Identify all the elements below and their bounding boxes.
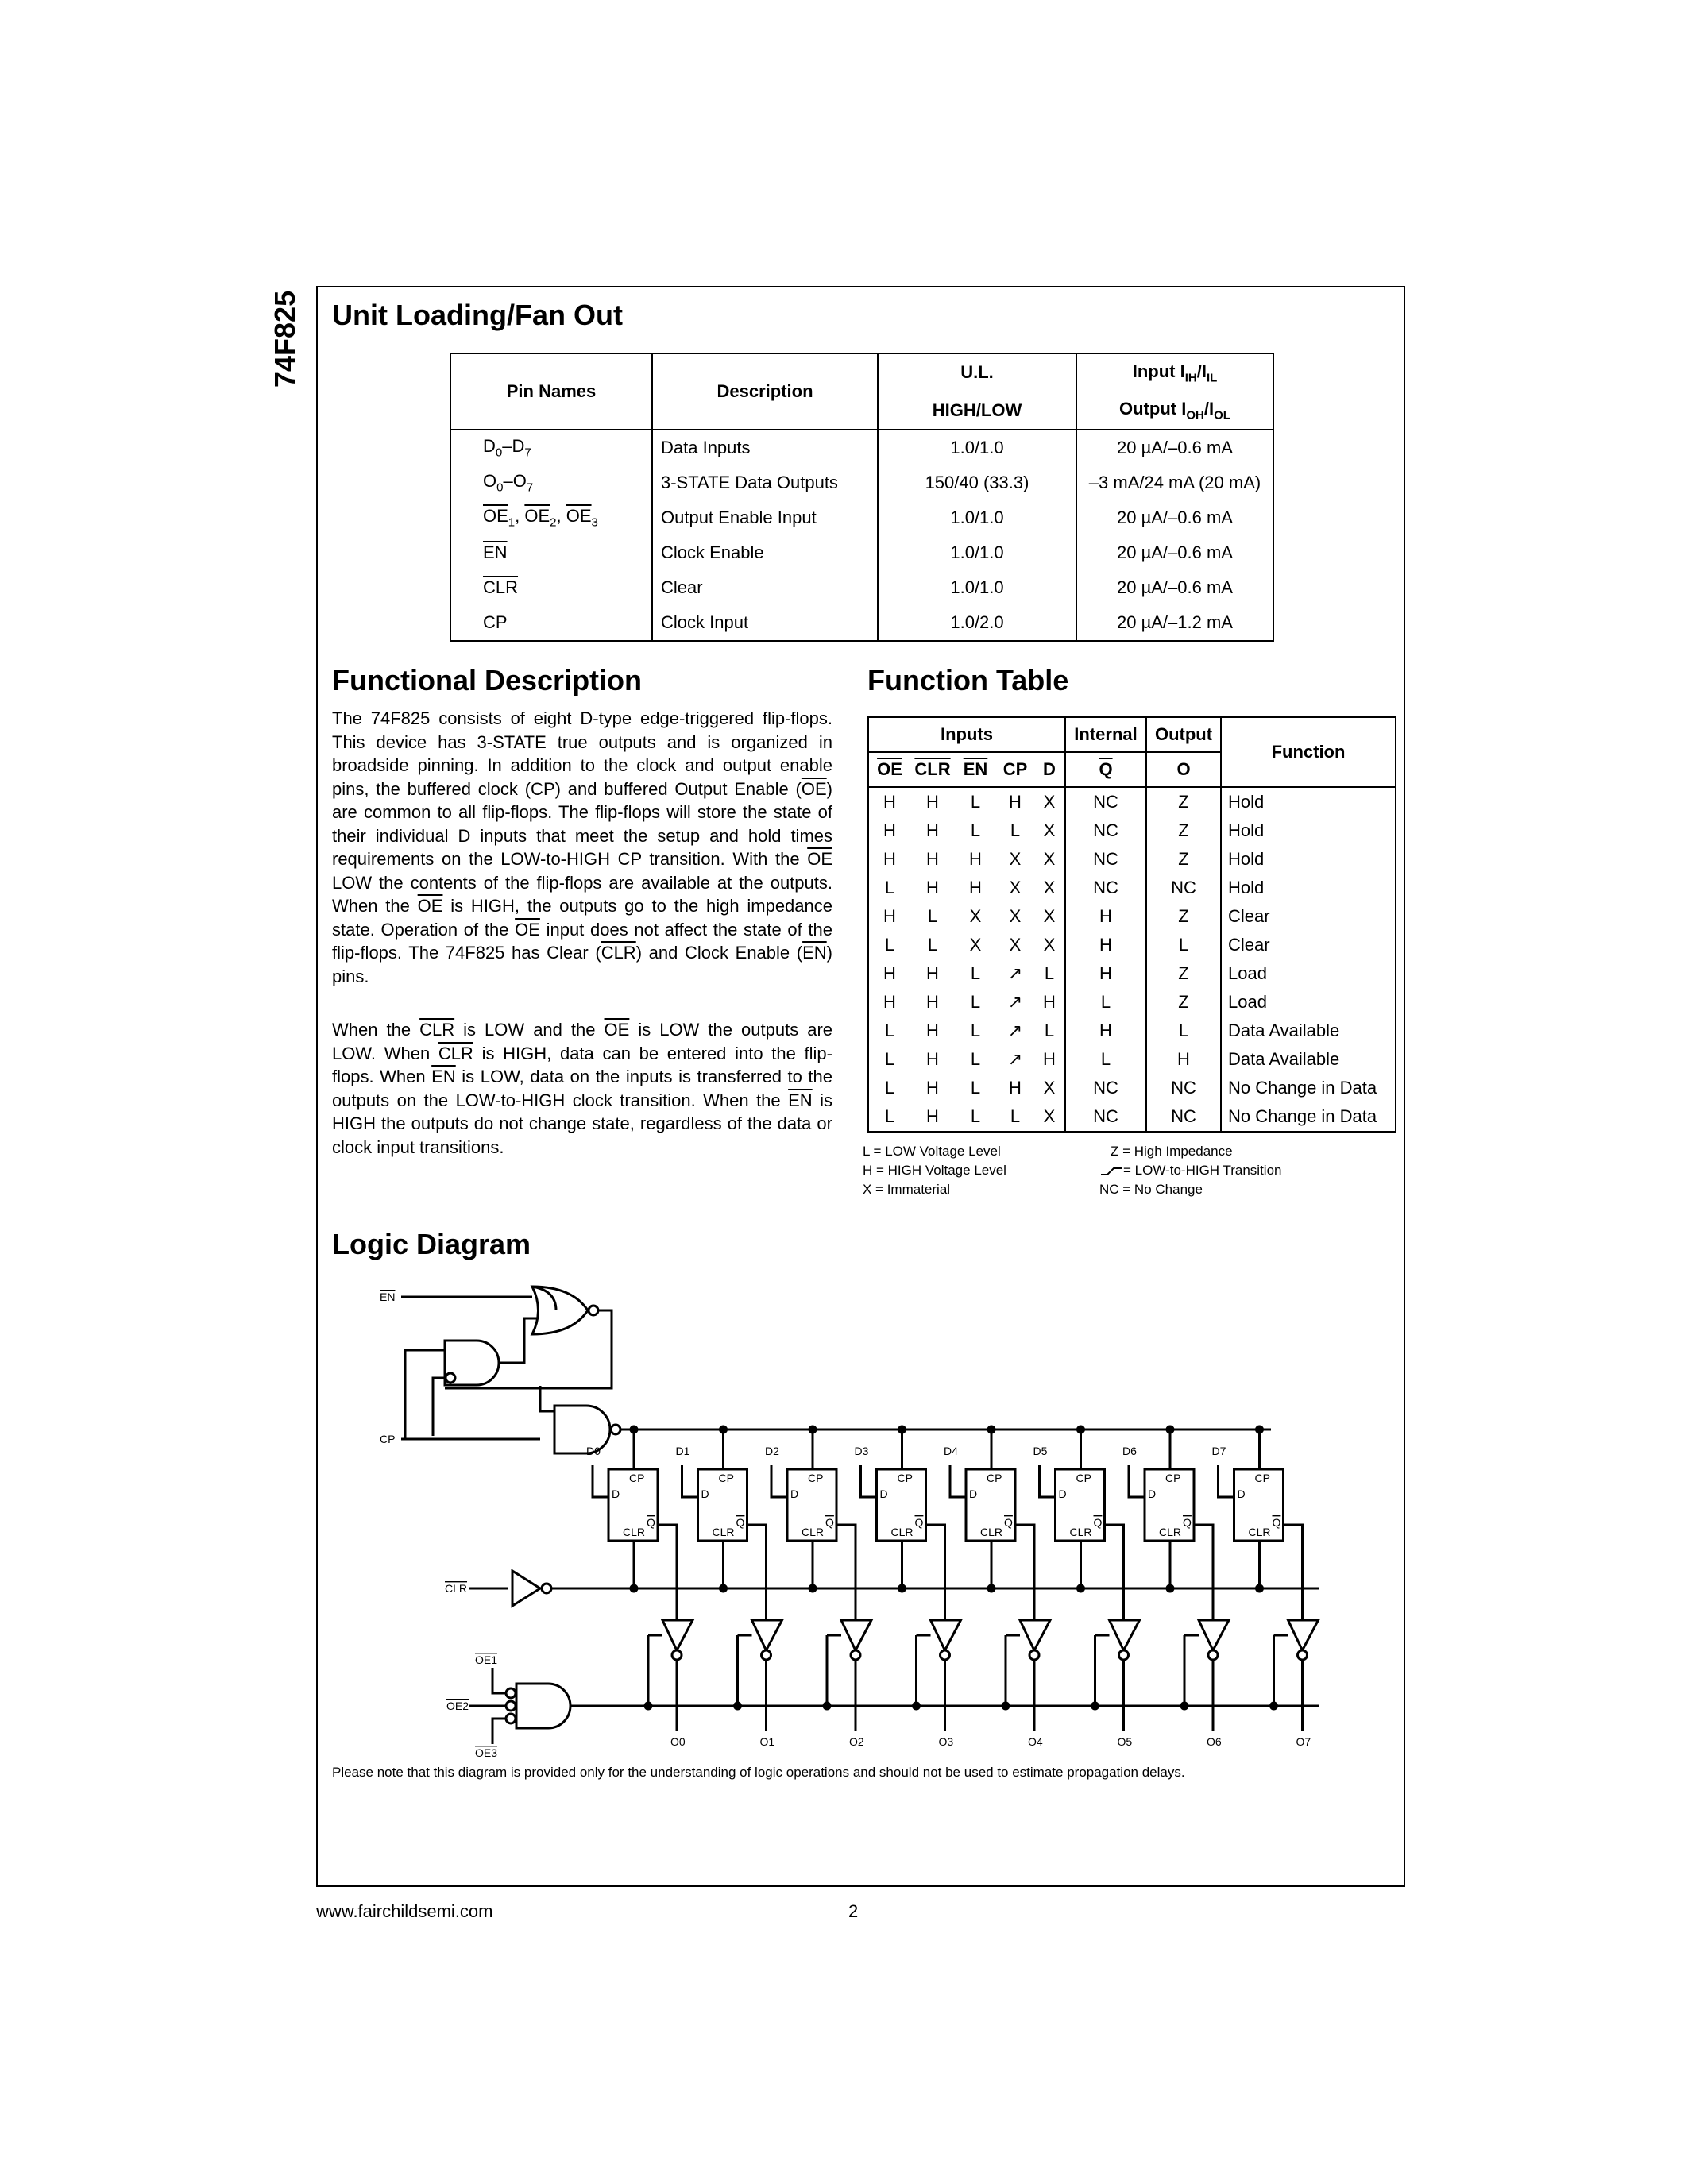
d-input-label: D6: [1122, 1445, 1137, 1457]
function-table-title: Function Table: [867, 664, 1069, 696]
ff-clr-label: CLR: [1159, 1526, 1182, 1538]
group-internal: Internal: [1065, 717, 1146, 752]
ff-q-label: Q: [1093, 1516, 1103, 1529]
table-row: L H H X X NC NC Hold: [868, 874, 1396, 902]
table-row: L H L L X NC NC No Change in Data: [868, 1102, 1396, 1132]
table-row: $D_0-D_7$ Data Inputs 1.0/1.0 20 µA/–0.6 mA: [450, 430, 1273, 465]
ff-cp-label: CP: [718, 1472, 734, 1484]
footer-page-number: 2: [848, 1901, 859, 1921]
col-function: Function: [1221, 717, 1396, 787]
functional-description-title: Functional Description: [332, 664, 643, 696]
output-buffer-7: [1288, 1620, 1319, 1650]
d-input-label: D1: [675, 1445, 690, 1457]
table-row: $\overline{OE}_1$, $\overline{OE}_2$, $\overline{OE}_3$ Output Enable Input 1.0/1.0 20 µA/–0.6 mA: [450, 500, 1273, 535]
col-input-output-current: Input $I_{IH}/I_{IL}$ Output $I_{OH}/I_{OL}$: [1076, 353, 1273, 430]
ff-d-label: D: [1058, 1488, 1067, 1500]
function-table: Inputs Internal Output Function $\overline{OE}$ $\overline{CLR}$ $\overline{EN}$ CP D $\overline{Q}$ O H H L H X NC Z Hold H H L L X NC Z Hold H H H X X NC Z Hold L H H X X NC NC Hold H L X X X H Z Clear L L X X X H L Clear H H L ↗ L H Z Load H H L ↗ H L Z Load L H L ↗ L H L Data Available L H L ↗ H L H Data Available L H L H X NC NC No Change in Data L H L L X NC NC No Change in Data: [867, 716, 1396, 1133]
ff-d-label: D: [969, 1488, 978, 1500]
table-row: H H L ↗ H L Z Load: [868, 988, 1396, 1017]
ff-q-label: Q: [647, 1516, 655, 1529]
table-row: $\overline{CLR}$ Clear 1.0/1.0 20 µA/–0.6 mA: [450, 570, 1273, 605]
ff-cp-label: CP: [1165, 1472, 1181, 1484]
output-buffer-6: [1199, 1620, 1229, 1650]
functional-description-p1: The 74F825 consists of eight D-type edge-triggered flip-flops. This device has 3-STATE true outputs and is organized in broadside pinning. In addition to the clock and output enable pins, the buffered clock (CP) and buffered Output Enable $(\overline{OE})$ are common to all flip-flops. The flip-flops will store the state of their individual D inputs that meet the setup and hold times requirements on the LOW-to-HIGH CP transition. With the $\overline{OE}$ LOW the contents of the flip-flops are available at the outputs. When the $\overline{OE}$ is HIGH, the outputs go to the high impedance state. Operation of the $\overline{OE}$ input does not affect the state of the flip-flops. The 74F825 has Clear $(\overline{CLR})$ and Clock Enable $(\overline{EN})$ pins.: [332, 708, 833, 986]
output-label: O3: [938, 1735, 954, 1748]
ff-d-label: D: [790, 1488, 799, 1500]
group-inputs: Inputs: [868, 717, 1065, 752]
d-input-label: D7: [1211, 1445, 1226, 1457]
ff-cp-label: CP: [1254, 1472, 1270, 1484]
table-row: CP Clock Input 1.0/2.0 20 µA/–1.2 mA: [450, 605, 1273, 641]
output-buffer-0: [662, 1620, 693, 1650]
table-row: H H H X X NC Z Hold: [868, 845, 1396, 874]
ff-cp-label: CP: [897, 1472, 913, 1484]
ff-clr-label: CLR: [1069, 1526, 1092, 1538]
output-label: O1: [759, 1735, 775, 1748]
table-row: H H L ↗ L H Z Load: [868, 959, 1396, 988]
ff-q-label: Q: [825, 1516, 834, 1529]
functional-description-p2: When the $\overline{CLR}$ is LOW and the $\overline{OE}$ is LOW the outputs are LOW. When $\overline{CLR}$ is HIGH, data can be entered into the flip-flops. When $\overline{EN}$ is LOW, data on the inputs is transferred to the outputs on the LOW-to-HIGH clock transition. When the $\overline{EN}$ is HIGH the outputs do not change state, regardless of the data or clock input transitions.: [332, 1020, 833, 1157]
logic-diagram-note: Please note that this diagram is provided only for the understanding of logic operations and should not be used to estimate propagation delays.: [332, 1765, 1185, 1780]
output-label: O4: [1028, 1735, 1043, 1748]
ff-clr-label: CLR: [712, 1526, 735, 1538]
table-row: H L X X X H Z Clear: [868, 902, 1396, 931]
ff-q-label: Q: [914, 1516, 924, 1529]
group-output: Output: [1146, 717, 1221, 752]
output-label: O6: [1207, 1735, 1222, 1748]
ff-q-label: Q: [1272, 1516, 1281, 1529]
legend-right: Z = High Impedance = LOW-to-HIGH Transition NC = No Change: [1099, 1144, 1282, 1197]
ff-cp-label: CP: [808, 1472, 824, 1484]
ff-d-label: D: [612, 1488, 620, 1500]
ff-d-label: D: [1148, 1488, 1157, 1500]
oe2-label: OE2: [446, 1700, 469, 1712]
ff-cp-label: CP: [987, 1472, 1002, 1484]
d-input-label: D2: [765, 1445, 779, 1457]
col-ul: U.L. HIGH/LOW: [878, 353, 1076, 430]
ff-clr-label: CLR: [890, 1526, 914, 1538]
output-label: O2: [849, 1735, 864, 1748]
output-label: O7: [1296, 1735, 1311, 1748]
d-input-label: D4: [944, 1445, 958, 1457]
ff-q-label: Q: [1183, 1516, 1192, 1529]
col-description: Description: [652, 353, 878, 430]
output-label: O0: [670, 1735, 686, 1748]
ff-q-label: Q: [736, 1516, 745, 1529]
table-row: $\overline{EN}$ Clock Enable 1.0/1.0 20 µA/–0.6 mA: [450, 535, 1273, 570]
output-buffer-1: [752, 1620, 782, 1650]
output-buffer-5: [1110, 1620, 1140, 1650]
oe3-label: OE3: [475, 1746, 498, 1759]
output-buffer-3: [931, 1620, 961, 1650]
legend-left: L = LOW Voltage Level H = HIGH Voltage Level X = Immaterial: [863, 1144, 1006, 1197]
ff-cp-label: CP: [629, 1472, 645, 1484]
table-row: L H L ↗ H L H Data Available: [868, 1045, 1396, 1074]
table-row: H H L L X NC Z Hold: [868, 816, 1396, 845]
ff-d-label: D: [879, 1488, 888, 1500]
unit-loading-title: Unit Loading/Fan Out: [332, 299, 623, 331]
output-buffer-2: [841, 1620, 871, 1650]
ff-d-label: D: [1237, 1488, 1246, 1500]
table-row: L L X X X H L Clear: [868, 931, 1396, 959]
output-label: O5: [1117, 1735, 1133, 1748]
oe1-label: OE1: [475, 1653, 498, 1666]
part-number-side-label: 74F825: [268, 290, 301, 388]
table-row: L H L H X NC NC No Change in Data: [868, 1074, 1396, 1102]
clr-label: CLR: [445, 1582, 468, 1595]
ff-clr-label: CLR: [802, 1526, 825, 1538]
ff-clr-label: CLR: [1248, 1526, 1271, 1538]
table-row: $O_0-O_7$ 3-STATE Data Outputs 150/40 (33.3) –3 mA/24 mA (20 mA): [450, 465, 1273, 500]
table-row: H H L H X NC Z Hold: [868, 787, 1396, 816]
ff-cp-label: CP: [1076, 1472, 1091, 1484]
footer-url[interactable]: www.fairchildsemi.com: [316, 1901, 493, 1921]
d-input-label: D0: [586, 1445, 601, 1457]
logic-diagram-title: Logic Diagram: [332, 1228, 531, 1260]
d-input-label: D3: [854, 1445, 869, 1457]
cp-label: CP: [380, 1433, 396, 1445]
ff-d-label: D: [701, 1488, 709, 1500]
output-buffer-4: [1020, 1620, 1050, 1650]
ff-clr-label: CLR: [623, 1526, 646, 1538]
d-input-label: D5: [1033, 1445, 1048, 1457]
ff-q-label: Q: [1004, 1516, 1013, 1529]
col-pin-names: Pin Names: [450, 353, 652, 430]
en-label: EN: [380, 1291, 396, 1303]
ff-clr-label: CLR: [980, 1526, 1003, 1538]
table-row: L H L ↗ L H L Data Available: [868, 1017, 1396, 1045]
